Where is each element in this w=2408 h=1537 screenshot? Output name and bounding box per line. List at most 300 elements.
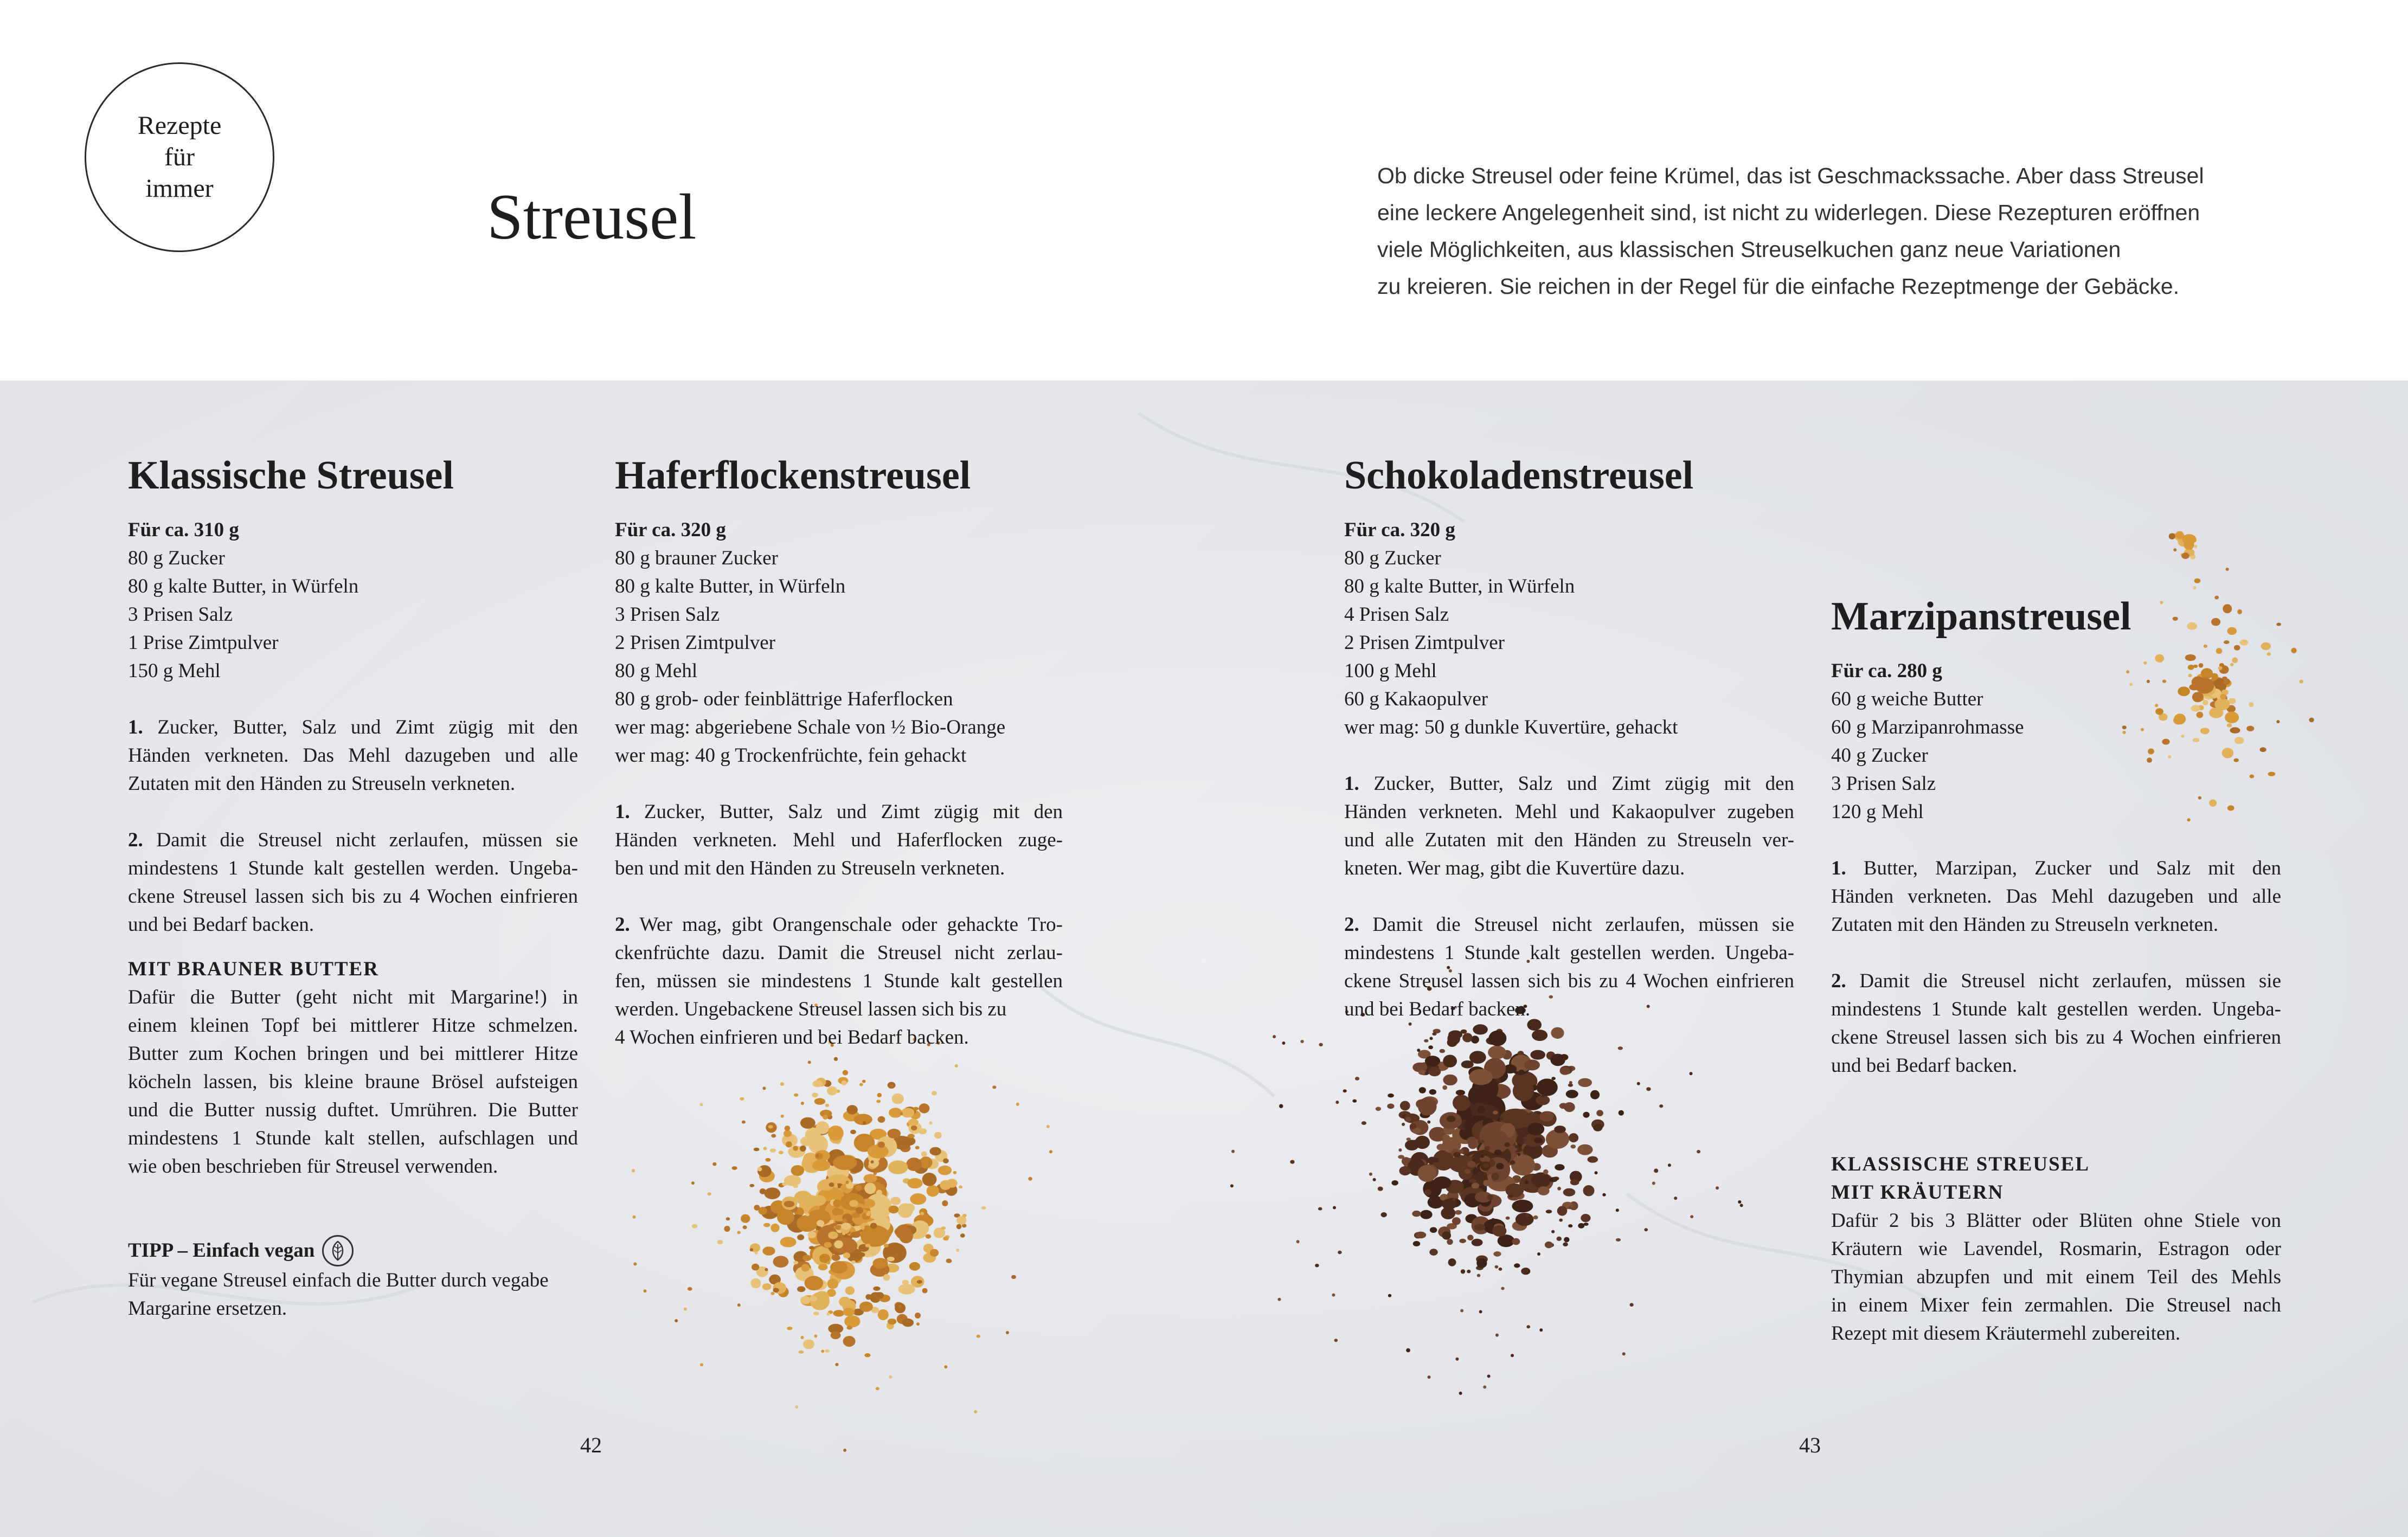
crumb <box>1447 1116 1455 1122</box>
crumb <box>870 1223 877 1229</box>
ingredient: 40 g Zucker <box>1831 744 1928 767</box>
crumb <box>1410 1123 1417 1129</box>
crumb <box>1484 1146 1490 1151</box>
crumb <box>855 1185 862 1191</box>
crumb <box>843 1449 846 1452</box>
crumb <box>1477 1274 1480 1277</box>
crumb <box>1049 1150 1052 1153</box>
crumb <box>1578 1078 1592 1087</box>
crumb <box>878 1142 885 1148</box>
ingredient: 80 g brauner Zucker <box>615 547 779 569</box>
crumb <box>800 1136 814 1146</box>
crumb <box>1424 1189 1431 1195</box>
crumb <box>1564 1237 1569 1243</box>
crumb <box>1011 1275 1016 1279</box>
crumb <box>876 1387 879 1390</box>
crumb <box>895 1226 912 1237</box>
crumb <box>750 1248 753 1251</box>
crumb <box>1553 1176 1559 1180</box>
crumb <box>1296 1240 1300 1243</box>
crumb <box>922 1173 937 1186</box>
crumb <box>1501 1287 1504 1290</box>
crumb <box>921 1151 927 1156</box>
crumb <box>800 1117 815 1129</box>
page-title: Streusel <box>487 181 697 253</box>
intro-line: eine leckere Angelegenheit sind, ist nicht zu widerlegen. Diese Rezepturen eröffnen <box>1377 200 2200 225</box>
crumb <box>843 1252 850 1258</box>
crumb <box>888 1319 897 1324</box>
crumb <box>1452 1198 1455 1201</box>
crumb <box>752 1264 759 1271</box>
crumb <box>866 1212 870 1216</box>
ingredient: wer mag: 40 g Trockenfrüchte, fein gehackt <box>615 744 967 767</box>
crumb <box>911 1126 917 1131</box>
crumb <box>1418 1070 1426 1075</box>
crumb <box>1539 1328 1543 1332</box>
crumb <box>943 1237 949 1241</box>
crumb <box>981 1206 986 1210</box>
crumb <box>1491 1218 1495 1221</box>
step-number: 1. <box>1344 773 1359 795</box>
crumb <box>1442 1231 1451 1240</box>
crumb <box>1335 1101 1339 1104</box>
crumb <box>784 1130 792 1137</box>
crumb <box>1533 1113 1536 1116</box>
step-2-line: fen, müssen sie mindestens 1 Stunde kalt gestellen <box>615 970 1063 992</box>
crumb <box>797 1286 805 1292</box>
crumb <box>1282 1041 1285 1045</box>
crumb <box>732 1166 737 1170</box>
crumb <box>793 1185 798 1188</box>
page-number-left: 42 <box>580 1433 602 1457</box>
crumb <box>919 1103 929 1113</box>
crumb <box>813 1311 819 1315</box>
ingredient: 80 g Zucker <box>128 547 225 569</box>
crumb <box>927 1185 939 1197</box>
crumb <box>1415 1232 1426 1239</box>
crumb <box>1460 1309 1463 1313</box>
step-number: 1. <box>615 801 630 823</box>
crumb <box>868 1144 889 1159</box>
crumb <box>1581 1214 1590 1222</box>
crumb <box>901 1108 915 1117</box>
crumb <box>633 1262 637 1265</box>
crumb <box>1513 1081 1534 1101</box>
crumb <box>1388 1094 1394 1098</box>
crumb <box>726 1217 730 1220</box>
crumb <box>889 1375 892 1379</box>
crumb <box>845 1287 855 1295</box>
crumb <box>1381 1212 1387 1217</box>
crumb <box>1511 1354 1514 1357</box>
crumb <box>1290 1160 1294 1164</box>
step-2-line <box>615 911 1063 939</box>
step-text: Wer mag, gibt Orangenschale oder gehackte Tro- <box>630 914 1063 936</box>
step-2-line <box>1831 967 2281 995</box>
crumb <box>1387 1103 1394 1109</box>
crumb <box>784 1175 801 1186</box>
crumb <box>1378 1187 1383 1191</box>
crumb <box>770 1224 779 1232</box>
crumb <box>1399 1166 1411 1175</box>
crumb <box>1338 1251 1341 1254</box>
crumb <box>1563 1242 1568 1246</box>
crumb <box>1674 1197 1677 1200</box>
crumb <box>771 1134 776 1138</box>
crumb <box>737 1231 741 1234</box>
crumb <box>1499 1268 1502 1271</box>
crumb <box>2309 718 2314 723</box>
crumb <box>825 1104 830 1107</box>
crumb <box>1569 1133 1578 1142</box>
recipe-klassische-streusel <box>128 451 578 1323</box>
crumb <box>841 1223 851 1230</box>
crumb <box>700 1363 703 1366</box>
crumb <box>883 1274 890 1281</box>
crumb <box>1493 1251 1501 1257</box>
crumb <box>1488 1046 1506 1059</box>
crumb <box>1542 1094 1545 1097</box>
crumb <box>1469 1179 1476 1183</box>
crumb <box>844 1315 860 1327</box>
crumb <box>876 1292 884 1298</box>
crumb <box>812 1195 826 1206</box>
crumb <box>1525 1181 1529 1184</box>
crumb <box>2194 545 2197 548</box>
crumb <box>1583 1185 1595 1196</box>
crumb <box>1494 1149 1501 1155</box>
crumb <box>852 1223 855 1226</box>
crumb <box>956 1224 962 1229</box>
step-number: 2. <box>1344 914 1359 936</box>
step-text: Butter, Marzipan, Zucker und Salz mit den <box>1846 857 2281 879</box>
crumb <box>1417 1049 1420 1052</box>
variant-line: Butter zum Kochen bringen und bei mittlerer Hitze <box>128 1043 578 1065</box>
crumb <box>884 1244 889 1247</box>
crumb <box>777 1209 794 1225</box>
step-number: 2. <box>1831 970 1846 992</box>
tip-subtitle: – Einfach vegan <box>172 1239 315 1262</box>
variant-line: köcheln lassen, bis kleine braune Brösel aufsteigen <box>128 1071 578 1093</box>
crumb <box>1400 1101 1410 1111</box>
crumb <box>762 1283 772 1290</box>
crumb <box>1028 1177 1032 1181</box>
ingredient: 4 Prisen Salz <box>1344 603 1449 626</box>
step-text: Zucker, Butter, Salz und Zimt zügig mit den <box>143 716 578 738</box>
crumb <box>827 1278 839 1289</box>
crumb <box>1477 1195 1482 1200</box>
crumb <box>779 1151 784 1155</box>
crumb <box>1530 1050 1545 1060</box>
servings: Für ca. 320 g <box>1344 519 1455 541</box>
crumb <box>765 1158 770 1162</box>
intro-line: zu kreieren. Sie reichen in der Regel für die einfache Rezeptmenge der Gebäcke. <box>1377 274 2180 299</box>
crumb <box>1407 1137 1411 1141</box>
crumb <box>878 1116 885 1123</box>
crumb <box>1443 1075 1457 1085</box>
tip-title-wrap <box>128 1237 314 1265</box>
crumb <box>1412 1211 1421 1217</box>
crumb <box>1467 1235 1473 1241</box>
tip-title: TIPP <box>128 1239 173 1262</box>
crumb <box>856 1207 863 1214</box>
crumb <box>763 1223 770 1227</box>
crumb <box>1472 1239 1483 1246</box>
crumb <box>1637 1082 1640 1085</box>
page-header <box>0 0 2408 381</box>
crumb <box>849 1200 858 1207</box>
crumb <box>1473 1024 1488 1034</box>
crumb <box>1462 1033 1473 1042</box>
crumb <box>806 1213 810 1216</box>
crumb <box>833 1310 844 1316</box>
crumb <box>1578 1223 1584 1229</box>
step-1-line <box>1831 854 2281 883</box>
crumb <box>1545 1242 1553 1248</box>
step-text: Zucker, Butter, Salz und Zimt zügig mit den <box>630 801 1063 823</box>
page-number-right: 43 <box>1799 1433 1821 1457</box>
crumb <box>2173 548 2176 551</box>
crumb <box>1539 1111 1553 1122</box>
crumb <box>1279 1104 1283 1108</box>
crumb <box>1481 1140 1485 1143</box>
crumb <box>786 1141 792 1148</box>
crumb <box>1436 1144 1445 1150</box>
step-2-line: mindestens 1 Stunde kalt gestellen werden. Ungeba- <box>1831 998 2281 1020</box>
crumb <box>749 1184 754 1187</box>
crumb <box>1588 1156 1598 1163</box>
ingredient: 60 g Marzipanrohmasse <box>1831 716 2024 738</box>
crumb <box>1419 1087 1426 1094</box>
crumb <box>1668 1163 1671 1167</box>
crumb <box>830 1261 847 1274</box>
tip-heading <box>128 1235 578 1266</box>
crumb <box>781 1115 784 1118</box>
crumb <box>1467 1161 1476 1167</box>
crumb <box>1543 1169 1549 1174</box>
crumb <box>1521 1268 1530 1275</box>
ingredient: 80 g kalte Butter, in Würfeln <box>615 575 846 597</box>
crumb <box>1487 1195 1493 1200</box>
step-1-line: Händen verkneten. Mehl und Kakaopulver zugeben <box>1344 801 1794 823</box>
step-1-line: ben und mit den Händen zu Streuseln verkneten. <box>615 857 1005 879</box>
crumb <box>1428 1045 1433 1049</box>
step-1-line: Händen verkneten. Mehl und Haferflocken zuge- <box>615 829 1063 851</box>
crumb <box>1557 1206 1568 1216</box>
crumb <box>1563 1188 1576 1197</box>
crumb <box>765 1268 768 1271</box>
crumb <box>799 1350 804 1354</box>
crumb <box>1428 1067 1441 1076</box>
crumb <box>1478 1172 1483 1176</box>
crumb <box>787 1327 792 1330</box>
crumb <box>887 1129 901 1139</box>
crumb <box>812 1092 818 1097</box>
crumb <box>821 1349 824 1353</box>
crumb <box>1716 1186 1719 1189</box>
crumb <box>1560 1054 1568 1060</box>
ingredient: 80 g Zucker <box>1344 547 1441 569</box>
step-2-line <box>1344 911 1794 939</box>
crumb <box>1537 1252 1540 1256</box>
crumb <box>1355 1077 1359 1081</box>
crumb <box>827 1313 830 1316</box>
crumb <box>827 1086 837 1096</box>
crumb <box>1483 1385 1486 1388</box>
crumb <box>1533 1216 1538 1220</box>
crumb <box>1537 1079 1558 1096</box>
crumb <box>750 1278 761 1289</box>
crumb <box>1369 1173 1372 1176</box>
crumb <box>1557 1237 1562 1241</box>
crumb <box>1459 1239 1466 1243</box>
step-text: Damit die Streusel nicht zerlaufen, müssen sie <box>1359 914 1794 936</box>
variant-line: Dafür die Butter (geht nicht mit Margarine!) in <box>128 986 578 1008</box>
crumb <box>943 1159 949 1163</box>
crumb <box>1277 1298 1281 1301</box>
crumb <box>1273 1035 1276 1038</box>
crumb <box>938 1166 952 1175</box>
crumb <box>909 1262 920 1271</box>
crumb <box>1455 1358 1459 1361</box>
crumb <box>757 1167 762 1171</box>
crumb <box>876 1099 881 1103</box>
crumb <box>831 1332 841 1340</box>
crumb <box>768 1125 773 1128</box>
crumb <box>1362 1121 1366 1125</box>
crumb <box>1453 1095 1471 1111</box>
crumb <box>1429 1249 1437 1256</box>
crumb <box>1424 1039 1428 1043</box>
crumb <box>934 1132 942 1139</box>
crumb <box>712 1162 716 1166</box>
crumb <box>865 1244 871 1247</box>
crumb <box>2181 552 2189 559</box>
crumb <box>847 1105 858 1114</box>
ingredient: 120 g Mehl <box>1831 801 1924 823</box>
crumb <box>743 1225 747 1229</box>
variant-line: Thymian abzupfen und mit einem Teil des Mehls <box>1831 1266 2281 1288</box>
crumb <box>892 1094 904 1104</box>
crumb <box>1495 1265 1499 1269</box>
crumb <box>2193 586 2197 589</box>
crumb <box>836 1209 844 1216</box>
crumb <box>1618 1046 1623 1050</box>
crumb <box>1593 1124 1602 1131</box>
crumb <box>1398 1148 1402 1152</box>
crumb <box>1406 1348 1410 1352</box>
crumb <box>1491 1173 1499 1180</box>
crumb <box>740 1097 744 1101</box>
crumb <box>1532 1030 1547 1041</box>
ingredient: 3 Prisen Salz <box>615 603 720 626</box>
ingredient: 80 g grob- oder feinblättrige Haferflocken <box>615 688 953 710</box>
crumb <box>801 1264 810 1271</box>
variant-line: in einem Mixer fein zermahlen. Die Streusel nach <box>1831 1294 2281 1316</box>
crumb <box>770 1148 776 1152</box>
crumb <box>1231 1150 1235 1153</box>
crumb <box>1469 1069 1493 1085</box>
crumb <box>1495 1334 1499 1337</box>
crumb <box>812 1160 831 1171</box>
crumb <box>700 1103 703 1107</box>
crumb <box>929 1121 933 1124</box>
crumb <box>1376 1107 1381 1111</box>
ingredient: 1 Prise Zimtpulver <box>128 632 279 654</box>
badge-line-1: Rezepte <box>137 111 222 140</box>
crumb <box>1479 1310 1482 1314</box>
crumb <box>1352 1099 1357 1103</box>
step-number: 1. <box>128 716 143 738</box>
crumb <box>871 1160 874 1163</box>
crumb <box>1332 1294 1335 1297</box>
crumb <box>1477 1106 1485 1113</box>
step-1-line <box>615 798 1063 826</box>
crumb <box>802 1255 812 1261</box>
crumb <box>1413 1241 1421 1246</box>
crumb <box>807 1231 816 1238</box>
crumb <box>1425 1056 1440 1066</box>
crumb <box>1476 1258 1487 1268</box>
crumb <box>780 1082 784 1086</box>
crumb <box>1418 1165 1436 1182</box>
crumb <box>842 1081 847 1086</box>
crumb <box>919 1128 927 1134</box>
crumb <box>795 1405 798 1409</box>
crumb <box>764 1187 780 1199</box>
crumb <box>1646 1087 1651 1091</box>
leaf-icon <box>322 1235 354 1266</box>
crumb <box>773 1256 789 1268</box>
crumb <box>1483 1180 1489 1186</box>
crumb <box>1496 1163 1504 1169</box>
crumb <box>692 1224 697 1229</box>
crumb <box>2291 648 2296 653</box>
crumb <box>717 1240 723 1244</box>
crumb <box>889 1206 899 1214</box>
crumb <box>956 1249 959 1252</box>
crumb <box>1461 1269 1465 1274</box>
ingredient: 3 Prisen Salz <box>128 603 233 626</box>
crumb <box>1447 1038 1457 1047</box>
crumb <box>1429 1037 1433 1040</box>
crumb <box>791 1165 804 1176</box>
recipe-title: Haferflockenstreusel <box>615 453 971 498</box>
crumb <box>754 1148 760 1152</box>
recipe-title: Klassische Streusel <box>128 453 454 498</box>
crumb <box>1443 1055 1457 1067</box>
crumb <box>633 1216 636 1219</box>
step-1-line <box>128 713 578 742</box>
crumb <box>1429 1197 1440 1205</box>
crumb <box>1518 1143 1521 1147</box>
recipe-haferflockenstreusel <box>615 451 1063 1052</box>
crumb <box>818 1264 828 1270</box>
crumb <box>890 1084 894 1088</box>
crumb <box>1568 1206 1572 1209</box>
variant-line: mindestens 1 Stunde kalt stellen, aufschlagen und <box>128 1127 578 1149</box>
series-badge <box>85 62 274 252</box>
variant-title: MIT KRÄUTERN <box>1831 1181 2004 1204</box>
crumb <box>632 1169 635 1172</box>
crumb <box>1343 1089 1347 1092</box>
crumb <box>1616 1238 1621 1242</box>
crumb <box>1430 1227 1437 1233</box>
crumb <box>1583 1112 1589 1118</box>
step-2-line: und bei Bedarf backen. <box>1344 998 1531 1020</box>
crumb <box>1373 1178 1376 1181</box>
crumb <box>1740 1204 1743 1207</box>
